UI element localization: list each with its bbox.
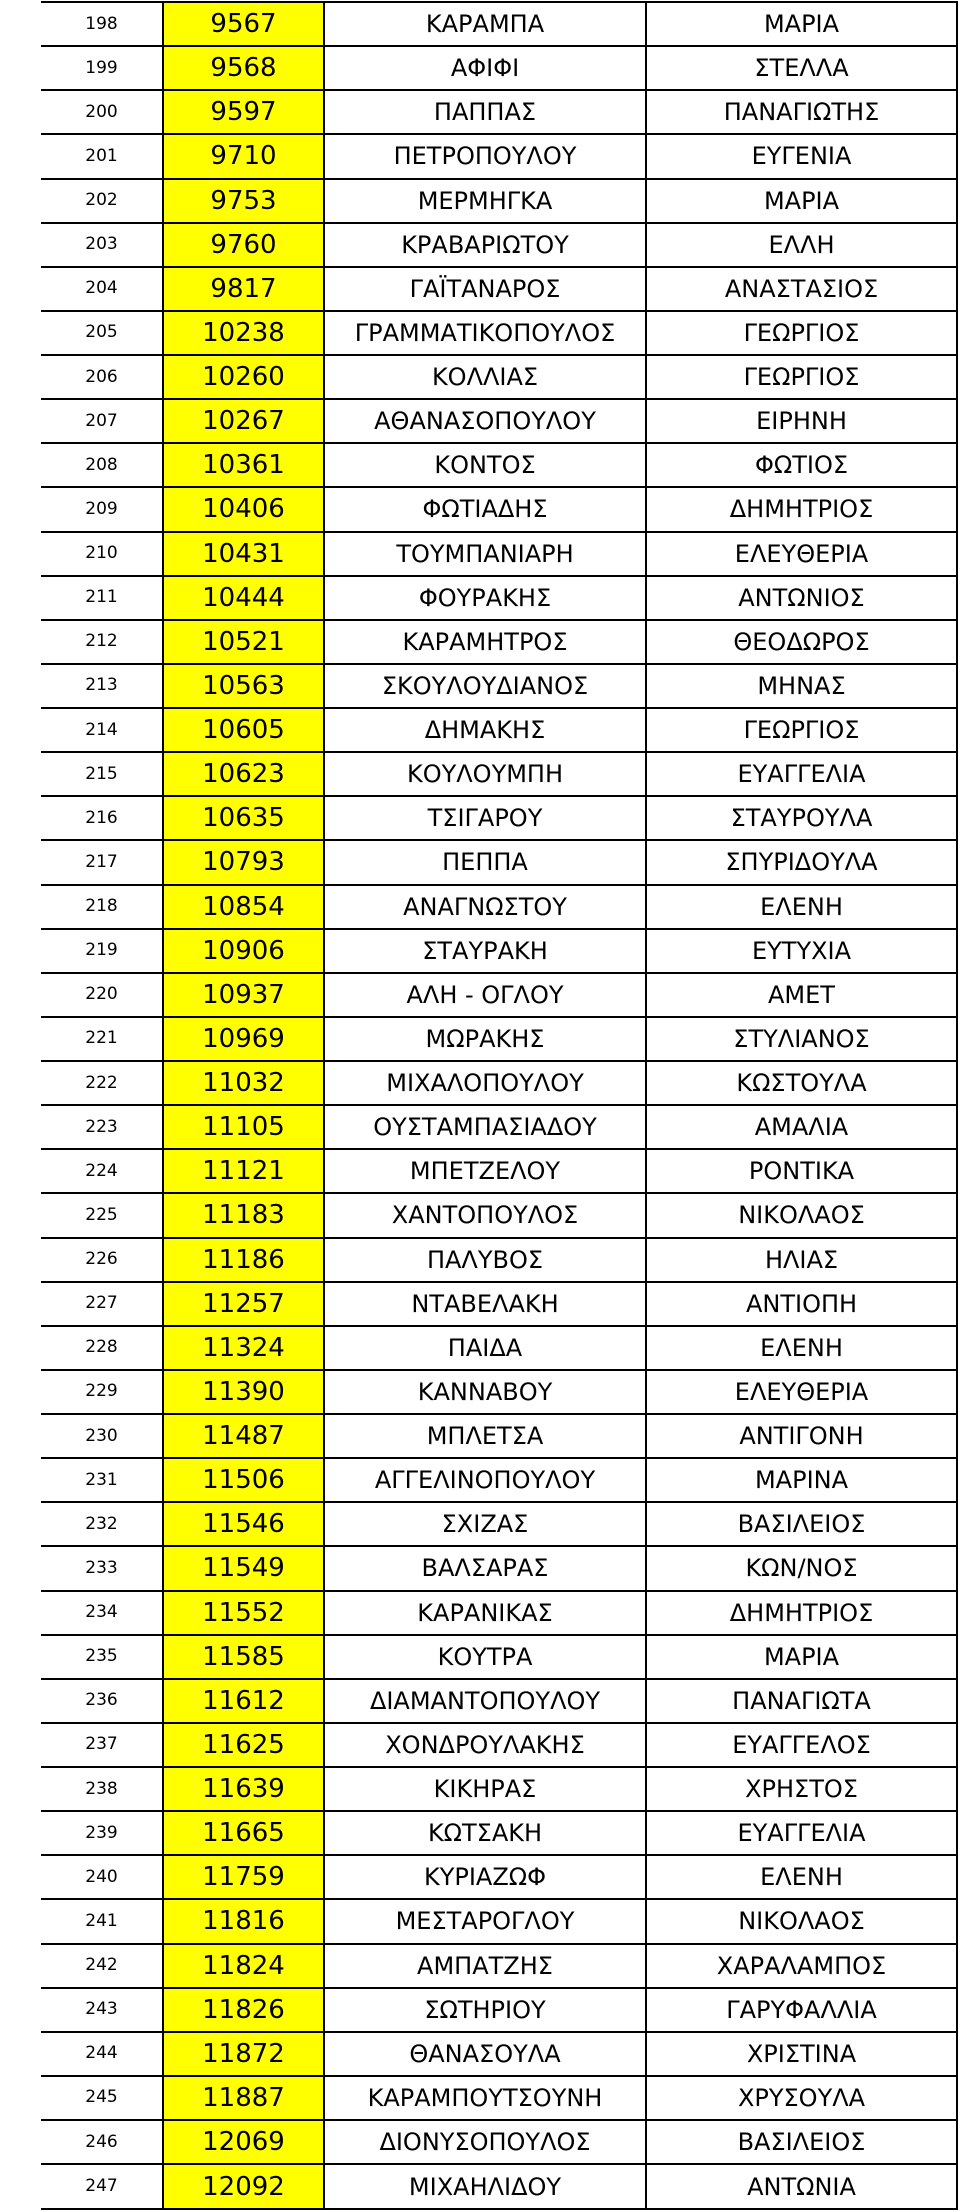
row-number-cell: 235 — [41, 1635, 163, 1679]
given-name-cell: ΑΝΤΩΝΙΟΣ — [646, 576, 957, 620]
row-number-cell: 208 — [41, 443, 163, 487]
surname-cell: ΘΑΝΑΣΟΥΛΑ — [324, 2032, 646, 2076]
given-name-cell: ΕΛΕΝΗ — [646, 885, 957, 929]
surname-cell: ΚΑΡΑΝΙΚΑΣ — [324, 1591, 646, 1635]
code-cell: 11390 — [163, 1370, 324, 1414]
code-cell: 11625 — [163, 1723, 324, 1767]
given-name-cell: ΕΛΕΥΘΕΡΙΑ — [646, 532, 957, 576]
surname-cell: ΦΟΥΡΑΚΗΣ — [324, 576, 646, 620]
row-number-cell: 240 — [41, 1855, 163, 1899]
table-row — [41, 973, 957, 1017]
surname-cell: ΚΑΡΑΜΠΟΥΤΣΟΥΝΗ — [324, 2076, 646, 2120]
given-name-cell: ΜΑΡΙΑ — [646, 179, 957, 223]
table-row — [41, 708, 957, 752]
surname-cell: ΤΟΥΜΠΑΝΙΑΡΗ — [324, 532, 646, 576]
given-name-cell: ΕΛΕΝΗ — [646, 1855, 957, 1899]
table-row — [41, 1105, 957, 1149]
row-number-cell: 246 — [41, 2120, 163, 2164]
surname-cell: ΔΗΜΑΚΗΣ — [324, 708, 646, 752]
surname-cell: ΑΘΑΝΑΣΟΠΟΥΛΟΥ — [324, 399, 646, 443]
code-cell: 11824 — [163, 1944, 324, 1988]
table-row — [41, 1546, 957, 1590]
given-name-cell: ΦΩΤΙΟΣ — [646, 443, 957, 487]
table-row — [41, 1326, 957, 1370]
code-cell: 10605 — [163, 708, 324, 752]
row-number-cell: 220 — [41, 973, 163, 1017]
row-number-cell: 209 — [41, 487, 163, 531]
given-name-cell: ΓΕΩΡΓΙΟΣ — [646, 355, 957, 399]
row-number-cell: 223 — [41, 1105, 163, 1149]
code-cell: 11872 — [163, 2032, 324, 2076]
row-number-cell: 247 — [41, 2164, 163, 2209]
code-cell: 10361 — [163, 443, 324, 487]
row-number-cell: 211 — [41, 576, 163, 620]
code-cell: 11887 — [163, 2076, 324, 2120]
code-cell: 11826 — [163, 1988, 324, 2032]
table-row — [41, 134, 957, 178]
table-row — [41, 796, 957, 840]
row-number-cell: 239 — [41, 1811, 163, 1855]
table-row — [41, 840, 957, 884]
surname-cell: ΣΩΤΗΡΙΟΥ — [324, 1988, 646, 2032]
given-name-cell: ΧΡΙΣΤΙΝΑ — [646, 2032, 957, 2076]
code-cell: 10906 — [163, 929, 324, 973]
table-row — [41, 1635, 957, 1679]
given-name-cell: ΡΟΝΤΙΚΑ — [646, 1149, 957, 1193]
given-name-cell: ΕΥΑΓΓΕΛΙΑ — [646, 752, 957, 796]
row-number-cell: 236 — [41, 1679, 163, 1723]
given-name-cell: ΧΡΥΣΟΥΛΑ — [646, 2076, 957, 2120]
surname-cell: ΣΤΑΥΡΑΚΗ — [324, 929, 646, 973]
code-cell: 12069 — [163, 2120, 324, 2164]
row-number-cell: 226 — [41, 1238, 163, 1282]
surname-cell: ΜΕΣΤΑΡΟΓΛΟΥ — [324, 1899, 646, 1943]
given-name-cell: ΝΙΚΟΛΑΟΣ — [646, 1899, 957, 1943]
table-row — [41, 620, 957, 664]
table-row — [41, 2, 957, 46]
code-cell: 10793 — [163, 840, 324, 884]
row-number-cell: 233 — [41, 1546, 163, 1590]
surname-cell: ΓΡΑΜΜΑΤΙΚΟΠΟΥΛΟΣ — [324, 311, 646, 355]
given-name-cell: ΔΗΜΗΤΡΙΟΣ — [646, 1591, 957, 1635]
surname-cell: ΑΓΓΕΛΙΝΟΠΟΥΛΟΥ — [324, 1458, 646, 1502]
surname-cell: ΣΚΟΥΛΟΥΔΙΑΝΟΣ — [324, 664, 646, 708]
surname-cell: ΠΑΛΥΒΟΣ — [324, 1238, 646, 1282]
code-cell: 12092 — [163, 2164, 324, 2209]
code-cell: 11639 — [163, 1767, 324, 1811]
row-number-cell: 200 — [41, 90, 163, 134]
given-name-cell: ΜΑΡΙΝΑ — [646, 1458, 957, 1502]
row-number-cell: 234 — [41, 1591, 163, 1635]
surname-cell: ΦΩΤΙΑΔΗΣ — [324, 487, 646, 531]
given-name-cell: ΑΝΤΩΝΙΑ — [646, 2164, 957, 2209]
table-row — [41, 1944, 957, 1988]
table-row — [41, 1811, 957, 1855]
table-row — [41, 1414, 957, 1458]
surname-cell: ΚΑΡΑΜΗΤΡΟΣ — [324, 620, 646, 664]
code-cell: 11759 — [163, 1855, 324, 1899]
given-name-cell: ΠΑΝΑΓΙΩΤΗΣ — [646, 90, 957, 134]
table-row — [41, 1061, 957, 1105]
given-name-cell: ΑΜΑΛΙΑ — [646, 1105, 957, 1149]
row-number-cell: 213 — [41, 664, 163, 708]
row-number-cell: 230 — [41, 1414, 163, 1458]
surname-cell: ΚΟΛΛΙΑΣ — [324, 355, 646, 399]
given-name-cell: ΕΛΛΗ — [646, 223, 957, 267]
table-row — [41, 443, 957, 487]
surname-cell: ΚΟΥΛΟΥΜΠΗ — [324, 752, 646, 796]
row-number-cell: 218 — [41, 885, 163, 929]
surname-cell: ΑΛΗ - ΟΓΛΟΥ — [324, 973, 646, 1017]
surname-cell: ΓΑΪΤΑΝΑΡΟΣ — [324, 267, 646, 311]
row-number-cell: 242 — [41, 1944, 163, 1988]
table-row — [41, 2120, 957, 2164]
surname-cell: ΚΑΡΑΜΠΑ — [324, 2, 646, 46]
table-row — [41, 664, 957, 708]
given-name-cell: ΜΗΝΑΣ — [646, 664, 957, 708]
given-name-cell: ΒΑΣΙΛΕΙΟΣ — [646, 1502, 957, 1546]
given-name-cell: ΚΩΝ/ΝΟΣ — [646, 1546, 957, 1590]
surname-cell: ΝΤΑΒΕΛΑΚΗ — [324, 1282, 646, 1326]
code-cell: 11612 — [163, 1679, 324, 1723]
table-row — [41, 885, 957, 929]
given-name-cell: ΓΕΩΡΓΙΟΣ — [646, 708, 957, 752]
row-number-cell: 206 — [41, 355, 163, 399]
row-number-cell: 205 — [41, 311, 163, 355]
table-row — [41, 2076, 957, 2120]
table-row — [41, 576, 957, 620]
row-number-cell: 203 — [41, 223, 163, 267]
row-number-cell: 207 — [41, 399, 163, 443]
row-number-cell: 216 — [41, 796, 163, 840]
code-cell: 11665 — [163, 1811, 324, 1855]
row-number-cell: 210 — [41, 532, 163, 576]
given-name-cell: ΑΝΤΙΓΟΝΗ — [646, 1414, 957, 1458]
row-number-cell: 243 — [41, 1988, 163, 2032]
table-row — [41, 90, 957, 134]
table-row — [41, 1149, 957, 1193]
row-number-cell: 241 — [41, 1899, 163, 1943]
surname-cell: ΧΑΝΤΟΠΟΥΛΟΣ — [324, 1193, 646, 1237]
code-cell: 11257 — [163, 1282, 324, 1326]
code-cell: 10238 — [163, 311, 324, 355]
table-row — [41, 1723, 957, 1767]
given-name-cell: ΕΥΤΥΧΙΑ — [646, 929, 957, 973]
code-cell: 11549 — [163, 1546, 324, 1590]
row-number-cell: 198 — [41, 2, 163, 46]
row-number-cell: 245 — [41, 2076, 163, 2120]
code-cell: 11324 — [163, 1326, 324, 1370]
given-name-cell: ΕΥΑΓΓΕΛΙΑ — [646, 1811, 957, 1855]
given-name-cell: ΕΛΕΥΘΕΡΙΑ — [646, 1370, 957, 1414]
code-cell: 10431 — [163, 532, 324, 576]
code-cell: 10267 — [163, 399, 324, 443]
table-row — [41, 1193, 957, 1237]
table-row — [41, 532, 957, 576]
surname-cell: ΧΟΝΔΡΟΥΛΑΚΗΣ — [324, 1723, 646, 1767]
code-cell: 11487 — [163, 1414, 324, 1458]
row-number-cell: 225 — [41, 1193, 163, 1237]
given-name-cell: ΗΛΙΑΣ — [646, 1238, 957, 1282]
surname-cell: ΜΕΡΜΗΓΚΑ — [324, 179, 646, 223]
table-row — [41, 399, 957, 443]
code-cell: 9597 — [163, 90, 324, 134]
table-row — [41, 1282, 957, 1326]
table-row — [41, 311, 957, 355]
table-row — [41, 1988, 957, 2032]
row-number-cell: 228 — [41, 1326, 163, 1370]
given-name-cell: ΑΝΑΣΤΑΣΙΟΣ — [646, 267, 957, 311]
surname-cell: ΚΟΝΤΟΣ — [324, 443, 646, 487]
table-row — [41, 1017, 957, 1061]
code-cell: 11816 — [163, 1899, 324, 1943]
table-row — [41, 1238, 957, 1282]
code-cell: 10623 — [163, 752, 324, 796]
results-table — [41, 1, 958, 2210]
table-row — [41, 1899, 957, 1943]
table-row — [41, 355, 957, 399]
given-name-cell: ΓΑΡΥΦΑΛΛΙΑ — [646, 1988, 957, 2032]
given-name-cell: ΧΡΗΣΤΟΣ — [646, 1767, 957, 1811]
code-cell: 10444 — [163, 576, 324, 620]
given-name-cell: ΑΜΕΤ — [646, 973, 957, 1017]
row-number-cell: 238 — [41, 1767, 163, 1811]
surname-cell: ΣΧΙΖΑΣ — [324, 1502, 646, 1546]
given-name-cell: ΜΑΡΙΑ — [646, 1635, 957, 1679]
surname-cell: ΟΥΣΤΑΜΠΑΣΙΑΔΟΥ — [324, 1105, 646, 1149]
surname-cell: ΚΩΤΣΑΚΗ — [324, 1811, 646, 1855]
given-name-cell: ΕΥΑΓΓΕΛΟΣ — [646, 1723, 957, 1767]
table-row — [41, 1458, 957, 1502]
table-row — [41, 223, 957, 267]
code-cell: 9567 — [163, 2, 324, 46]
code-cell: 10406 — [163, 487, 324, 531]
code-cell: 9753 — [163, 179, 324, 223]
code-cell: 10969 — [163, 1017, 324, 1061]
given-name-cell: ΘΕΟΔΩΡΟΣ — [646, 620, 957, 664]
code-cell: 10854 — [163, 885, 324, 929]
row-number-cell: 215 — [41, 752, 163, 796]
code-cell: 11032 — [163, 1061, 324, 1105]
code-cell: 11105 — [163, 1105, 324, 1149]
surname-cell: ΒΑΛΣΑΡΑΣ — [324, 1546, 646, 1590]
given-name-cell: ΕΛΕΝΗ — [646, 1326, 957, 1370]
surname-cell: ΔΙΟΝΥΣΟΠΟΥΛΟΣ — [324, 2120, 646, 2164]
table-row — [41, 752, 957, 796]
surname-cell: ΚΙΚΗΡΑΣ — [324, 1767, 646, 1811]
given-name-cell: ΓΕΩΡΓΙΟΣ — [646, 311, 957, 355]
code-cell: 11552 — [163, 1591, 324, 1635]
row-number-cell: 217 — [41, 840, 163, 884]
table-row — [41, 2164, 957, 2209]
given-name-cell: ΕΥΓΕΝΙΑ — [646, 134, 957, 178]
given-name-cell: ΣΤΑΥΡΟΥΛΑ — [646, 796, 957, 840]
row-number-cell: 221 — [41, 1017, 163, 1061]
table-row — [41, 1591, 957, 1635]
given-name-cell: ΠΑΝΑΓΙΩΤΑ — [646, 1679, 957, 1723]
surname-cell: ΠΑΙΔΑ — [324, 1326, 646, 1370]
code-cell: 11121 — [163, 1149, 324, 1193]
code-cell: 9710 — [163, 134, 324, 178]
surname-cell: ΠΕΤΡΟΠΟΥΛΟΥ — [324, 134, 646, 178]
row-number-cell: 232 — [41, 1502, 163, 1546]
given-name-cell: ΣΤΥΛΙΑΝΟΣ — [646, 1017, 957, 1061]
given-name-cell: ΣΤΕΛΛΑ — [646, 46, 957, 90]
row-number-cell: 201 — [41, 134, 163, 178]
row-number-cell: 237 — [41, 1723, 163, 1767]
table-row — [41, 267, 957, 311]
table-row — [41, 1855, 957, 1899]
table-row — [41, 929, 957, 973]
code-cell: 9568 — [163, 46, 324, 90]
table-row — [41, 2032, 957, 2076]
given-name-cell: ΚΩΣΤΟΥΛΑ — [646, 1061, 957, 1105]
surname-cell: ΑΝΑΓΝΩΣΤΟΥ — [324, 885, 646, 929]
surname-cell: ΤΣΙΓΑΡΟΥ — [324, 796, 646, 840]
row-number-cell: 214 — [41, 708, 163, 752]
code-cell: 10521 — [163, 620, 324, 664]
given-name-cell: ΑΝΤΙΟΠΗ — [646, 1282, 957, 1326]
row-number-cell: 202 — [41, 179, 163, 223]
code-cell: 10563 — [163, 664, 324, 708]
table-row — [41, 1370, 957, 1414]
surname-cell: ΠΑΠΠΑΣ — [324, 90, 646, 134]
given-name-cell: ΔΗΜΗΤΡΙΟΣ — [646, 487, 957, 531]
surname-cell: ΜΠΛΕΤΣΑ — [324, 1414, 646, 1458]
row-number-cell: 227 — [41, 1282, 163, 1326]
given-name-cell: ΝΙΚΟΛΑΟΣ — [646, 1193, 957, 1237]
row-number-cell: 219 — [41, 929, 163, 973]
code-cell: 11585 — [163, 1635, 324, 1679]
given-name-cell: ΧΑΡΑΛΑΜΠΟΣ — [646, 1944, 957, 1988]
surname-cell: ΜΩΡΑΚΗΣ — [324, 1017, 646, 1061]
row-number-cell: 199 — [41, 46, 163, 90]
surname-cell: ΑΦΙΦΙ — [324, 46, 646, 90]
row-number-cell: 212 — [41, 620, 163, 664]
table-row — [41, 1767, 957, 1811]
surname-cell: ΔΙΑΜΑΝΤΟΠΟΥΛΟΥ — [324, 1679, 646, 1723]
surname-cell: ΚΑΝΝΑΒΟΥ — [324, 1370, 646, 1414]
row-number-cell: 244 — [41, 2032, 163, 2076]
table-body — [41, 2, 957, 2209]
row-number-cell: 204 — [41, 267, 163, 311]
given-name-cell: ΣΠΥΡΙΔΟΥΛΑ — [646, 840, 957, 884]
results-sheet — [41, 1, 957, 2210]
code-cell: 11546 — [163, 1502, 324, 1546]
code-cell: 11506 — [163, 1458, 324, 1502]
code-cell: 10937 — [163, 973, 324, 1017]
row-number-cell: 229 — [41, 1370, 163, 1414]
row-number-cell: 224 — [41, 1149, 163, 1193]
row-number-cell: 231 — [41, 1458, 163, 1502]
given-name-cell: ΒΑΣΙΛΕΙΟΣ — [646, 2120, 957, 2164]
surname-cell: ΜΙΧΑΛΟΠΟΥΛΟΥ — [324, 1061, 646, 1105]
surname-cell: ΚΥΡΙΑΖΩΦ — [324, 1855, 646, 1899]
table-row — [41, 487, 957, 531]
code-cell: 11183 — [163, 1193, 324, 1237]
surname-cell: ΚΟΥΤΡΑ — [324, 1635, 646, 1679]
table-row — [41, 1679, 957, 1723]
table-row — [41, 179, 957, 223]
given-name-cell: ΜΑΡΙΑ — [646, 2, 957, 46]
code-cell: 9817 — [163, 267, 324, 311]
surname-cell: ΜΙΧΑΗΛΙΔΟΥ — [324, 2164, 646, 2209]
surname-cell: ΑΜΠΑΤΖΗΣ — [324, 1944, 646, 1988]
surname-cell: ΜΠΕΤΖΕΛΟΥ — [324, 1149, 646, 1193]
row-number-cell: 222 — [41, 1061, 163, 1105]
surname-cell: ΚΡΑΒΑΡΙΩΤΟΥ — [324, 223, 646, 267]
code-cell: 11186 — [163, 1238, 324, 1282]
surname-cell: ΠΕΠΠΑ — [324, 840, 646, 884]
table-row — [41, 1502, 957, 1546]
table-row — [41, 46, 957, 90]
given-name-cell: ΕΙΡΗΝΗ — [646, 399, 957, 443]
code-cell: 10260 — [163, 355, 324, 399]
code-cell: 9760 — [163, 223, 324, 267]
code-cell: 10635 — [163, 796, 324, 840]
